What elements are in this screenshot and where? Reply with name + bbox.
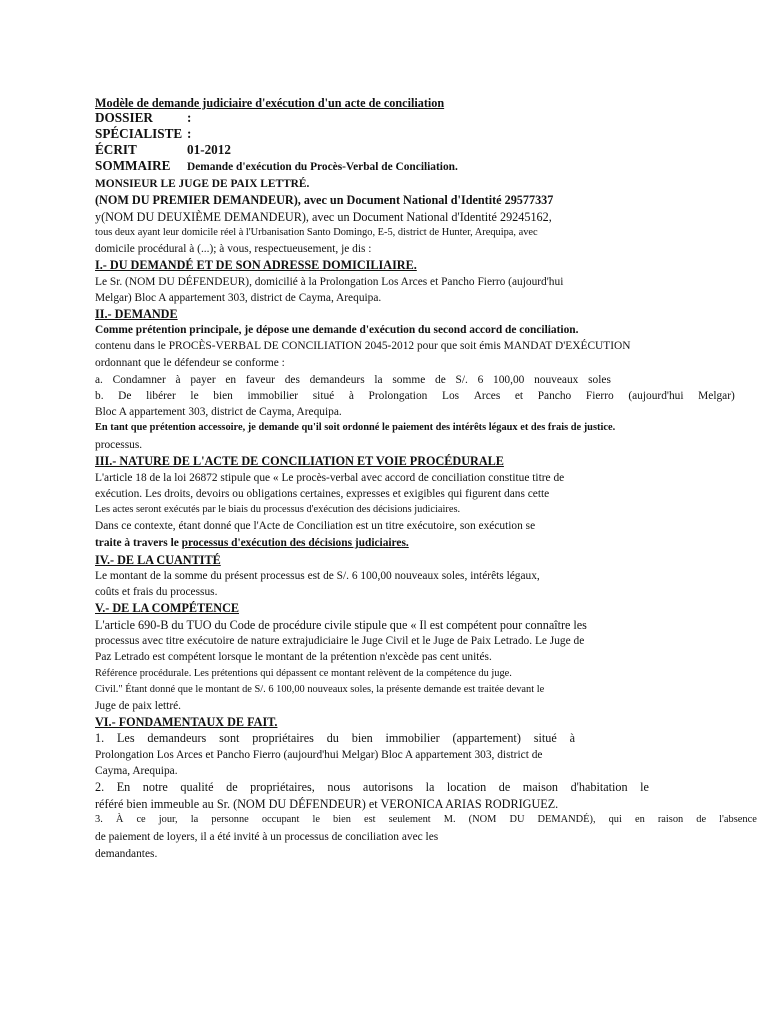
justified-word: du	[214, 618, 227, 632]
justified-word: de	[226, 780, 238, 794]
justified-word: Melgar)	[698, 390, 735, 402]
justified-word: le	[190, 390, 199, 402]
justified-word: a.	[95, 374, 103, 386]
header-field-dossier	[95, 111, 191, 125]
justified-word: somme	[392, 374, 426, 386]
accessory-claim: En tant que prétention accessoire, je demande qu'il soit ordonné le paiement des intérêts légaux et des frais de justice.	[95, 422, 616, 433]
justified-word: demandeurs	[309, 374, 365, 386]
fact-2-line: référé bien immeuble au Sr. (NOM DU DÉFENDEUR) et VERONICA ARIAS RODRIGUEZ.	[95, 797, 559, 811]
justified-word: (aujourd'hui	[628, 390, 684, 402]
field-label: SPÉCIALISTE	[95, 126, 183, 141]
justified-word: location	[446, 780, 487, 794]
field-label: SOMMAIRE	[95, 158, 171, 173]
justified-word: (appartement)	[452, 731, 521, 745]
justified-word: M.	[443, 814, 456, 825]
justified-word: des	[284, 374, 300, 386]
justified-word: Fierro	[585, 390, 614, 402]
intro-line: (NOM DU PREMIER DEMANDEUR), avec un Document National d'Identité 29577337	[95, 193, 554, 207]
justified-word: DU	[509, 814, 525, 825]
justified-word: maison	[522, 780, 559, 794]
section-1-line: Melgar) Bloc A appartement 303, district de Cayma, Arequipa.	[95, 292, 382, 304]
justified-word: De	[118, 390, 132, 402]
fact-2-first-line	[95, 780, 649, 794]
justified-word: Los	[441, 390, 460, 402]
justified-word: bien	[333, 814, 351, 825]
section-2-line: ordonnant que le défendeur se conforme :	[95, 357, 285, 369]
justified-word: raison	[657, 814, 684, 825]
intro-line: y(NOM DU DEUXIÈME DEMANDEUR), avec un Document National d'Identité 29245162,	[95, 210, 552, 224]
justified-word: Code	[229, 618, 256, 632]
principal-claim: Comme prétention principale, je dépose une demande d'exécution du second accord de conciliation.	[95, 324, 579, 336]
field-value: 01-2012	[187, 142, 231, 157]
justified-word: Pancho	[537, 390, 572, 402]
justified-word: de	[258, 618, 270, 632]
justified-word: «	[410, 618, 417, 632]
field-value: :	[187, 126, 192, 141]
justified-word: 2.	[95, 780, 105, 794]
claim-item-a	[95, 373, 611, 387]
justified-word: nous	[327, 780, 351, 794]
field-label: DOSSIER	[95, 110, 153, 125]
justified-word: du	[171, 618, 184, 632]
justified-word: Condamner	[112, 374, 166, 386]
section-2-line: contenu dans le PROCÈS-VERBAL DE CONCILIATION 2045-2012 pour que soit émis MANDAT D'EXÉCUTION	[95, 340, 631, 352]
fact-3-first-line	[95, 813, 757, 827]
justified-word: b.	[95, 390, 104, 402]
justified-word: immobilier	[247, 390, 299, 402]
justified-word: TUO	[186, 618, 212, 632]
justified-word: demandeurs	[147, 731, 207, 745]
fact-3-line: demandantes.	[95, 848, 158, 860]
justified-word: payer	[190, 374, 216, 386]
section-3-last-line	[95, 536, 409, 550]
section-3-line: exécution. Les droits, devoirs ou obligations certaines, expresses et exigibles qui figurent dans cette	[95, 488, 550, 500]
justified-word: nouveaux	[534, 374, 579, 386]
justified-word: sont	[219, 731, 240, 745]
justified-word: de	[498, 780, 511, 794]
document-title: Modèle de demande judiciaire d'exécution d'un acte de conciliation	[95, 96, 445, 110]
justified-word: autorisons	[362, 780, 414, 794]
section-5-line: processus avec titre exécutoire de nature extrajudiciaire le Juge Civil et le Juge de Paix Letrado. Le Juge de	[95, 635, 585, 647]
justified-word: occupant	[261, 814, 300, 825]
justified-word: situé	[533, 731, 557, 745]
section-3-line: Dans ce contexte, étant donné que l'Acte de Conciliation est un titre exécutoire, son exécution se	[95, 520, 536, 532]
justified-word: 3.	[95, 814, 103, 825]
section-1-line: Le Sr. (NOM DU DÉFENDEUR), domicilié à la Prolongation Los Arces et Pancho Fierro (aujourd'hui	[95, 276, 564, 288]
field-value: :	[187, 110, 192, 125]
justified-word: personne	[211, 814, 249, 825]
justified-word: bien	[351, 731, 373, 745]
justified-word: propriétaires	[252, 731, 314, 745]
section-5-line: Paz Letrado est compétent lorsque le montant de la prétention n'excède pas cent unités.	[95, 651, 492, 663]
fact-1-line: Prolongation Los Arces et Pancho Fierro (aujourd'hui Melgar) Bloc A appartement 303, district de	[95, 749, 543, 761]
justified-word: bien	[213, 390, 233, 402]
justified-word: l'absence	[719, 814, 757, 825]
justified-word: 1.	[95, 731, 105, 745]
justified-word: Il	[419, 618, 427, 632]
fact-3-line: de paiement de loyers, il a été invité à un processus de conciliation avec les	[95, 831, 439, 843]
justified-word: L'article	[95, 618, 136, 632]
section-5-first-line	[95, 618, 587, 632]
intro-line: tous deux ayant leur domicile réel à l'Urbanisation Santo Domingo, E-5, district de Hunter, Arequipa, avec	[95, 227, 538, 238]
justified-word: est	[429, 618, 444, 632]
justified-word: la	[425, 780, 435, 794]
justified-word: (NOM	[468, 814, 497, 825]
section-4-line: Le montant de la somme du présent processus est de S/. 6 100,00 nouveaux soles, intérêts légaux,	[95, 570, 540, 582]
justified-word: situé	[312, 390, 335, 402]
section-5-heading: V.- DE LA COMPÉTENCE	[95, 601, 240, 615]
field-value: Demande d'exécution du Procès-Verbal de Conciliation.	[187, 161, 458, 173]
section-3-heading: III.- NATURE DE L'ACTE DE CONCILIATION ET VOIE PROCÉDURALE	[95, 454, 504, 468]
justified-word: pour	[499, 618, 523, 632]
justified-word: propriétaires,	[250, 780, 315, 794]
justified-word: la	[374, 374, 383, 386]
justified-word: 100,00	[493, 374, 525, 386]
justified-word: est	[363, 814, 376, 825]
justified-word: que	[389, 618, 408, 632]
justified-word: En	[116, 780, 131, 794]
justified-word: libérer	[146, 390, 176, 402]
section-6-heading: VI.- FONDAMENTAUX DE FAIT.	[95, 715, 278, 729]
justified-word: Prolongation	[368, 390, 428, 402]
section-3-last-emphasis: processus d'exécution des décisions judiciaires.	[181, 537, 409, 549]
justified-word: soles	[588, 374, 611, 386]
section-5-line: Juge de paix lettré.	[95, 700, 182, 712]
justified-word: en	[225, 374, 237, 386]
justified-word: de	[696, 814, 707, 825]
header-field-specialiste	[95, 127, 191, 141]
section-3-line: L'article 18 de la loi 26872 stipule que « Le procès-verbal avec accord de conciliation constitue titre de	[95, 472, 565, 484]
justified-word: qui	[608, 814, 622, 825]
justified-word: à	[569, 731, 575, 745]
justified-word: du	[326, 731, 339, 745]
section-3-last-lead: traite à travers le	[95, 537, 182, 549]
field-label: ÉCRIT	[95, 142, 137, 157]
section-5-line: Référence procédurale. Les prétentions qui dépassent ce montant relèvent de la compétence du juge.	[95, 668, 512, 679]
fact-1-line: Cayma, Arequipa.	[95, 765, 178, 777]
justified-word: d'habitation	[570, 780, 628, 794]
justified-word: procédure	[272, 618, 322, 632]
section-3-line: Les actes seront exécutés par le biais du processus d'exécution des décisions judiciaires.	[95, 504, 461, 515]
justified-word: la	[190, 814, 199, 825]
accessory-claim-continued: processus.	[95, 439, 143, 451]
justified-word: connaître	[525, 618, 571, 632]
justified-word: 6	[477, 374, 484, 386]
justified-word: le	[312, 814, 320, 825]
addressee: MONSIEUR LE JUGE DE PAIX LETTRÉ.	[95, 178, 310, 190]
justified-word: Arces	[473, 390, 501, 402]
justified-word: les	[573, 618, 587, 632]
claim-item-b-continued: Bloc A appartement 303, district de Cayma, Arequipa.	[95, 406, 342, 418]
section-1-heading: I.- DU DEMANDÉ ET DE SON ADRESSE DOMICILIAIRE.	[95, 258, 417, 272]
justified-word: notre	[142, 780, 168, 794]
section-4-heading: IV.- DE LA CUANTITÉ	[95, 553, 221, 567]
justified-word: à	[175, 374, 181, 386]
justified-word: à	[348, 390, 354, 402]
justified-word: Les	[116, 731, 135, 745]
section-5-line: Civil." Étant donné que le montant de S/. 6 100,00 nouveaux soles, la présente demande est traitée devant le	[95, 684, 545, 695]
justified-word: S/.	[455, 374, 468, 386]
justified-word: seulement	[388, 814, 431, 825]
justified-word: et	[514, 390, 524, 402]
intro-line: domicile procédural à (...); à vous, respectueusement, je dis :	[95, 243, 372, 255]
justified-word: qualité	[180, 780, 214, 794]
justified-word: le	[640, 780, 649, 794]
section-2-heading: II.- DEMANDE	[95, 307, 178, 321]
justified-word: en	[634, 814, 645, 825]
claim-item-b	[95, 389, 735, 403]
justified-word: À	[115, 814, 124, 825]
justified-word: compétent	[446, 618, 497, 632]
fact-1-first-line	[95, 731, 575, 745]
justified-word: faveur	[245, 374, 275, 386]
justified-word: 690-B	[138, 618, 169, 632]
justified-word: civile	[324, 618, 352, 632]
header-field-ecrit	[95, 143, 231, 157]
justified-word: immobilier	[385, 731, 440, 745]
section-4-line: coûts et frais du processus.	[95, 586, 218, 598]
justified-word: ce	[136, 814, 146, 825]
justified-word: stipule	[354, 618, 387, 632]
justified-word: de	[435, 374, 446, 386]
header-field-sommaire	[95, 159, 458, 174]
justified-word: jour,	[158, 814, 178, 825]
justified-word: DEMANDÉ),	[537, 814, 596, 825]
